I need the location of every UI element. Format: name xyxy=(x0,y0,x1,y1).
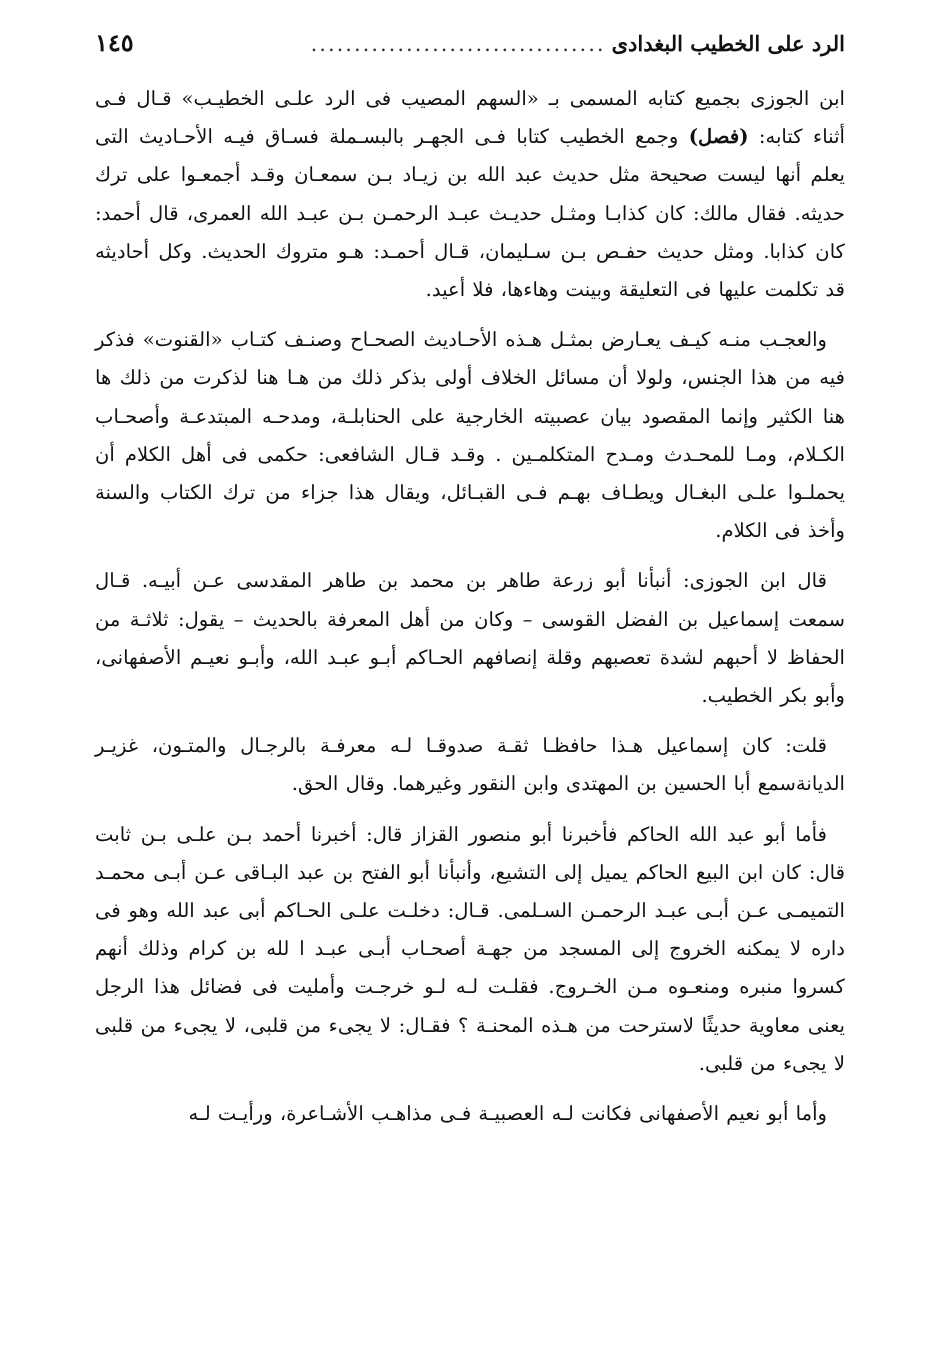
paragraph-3: قال ابن الجوزى: أنبأنا أبو زرعة طاهر بن محمد بن طاهر المقدسى عـن أبيـه. قـال سمعت إسماعيل بن الفضل القوسى – وكان من أهل المعرفة بالحديث – يقول: ثلاثـة من الحفاظ لا أحبهم لشدة تعصبهم وقلة إنصافهم الحـاكم أبـو عبـد الله، وأبـو نعيـم الأصفهانى، وأبو بكر الخطيب. xyxy=(95,569,845,708)
paragraph-1-rest: وجمع الخطيب كتابا فـى الجهـر بالبسـملة فسـاق فيـه الأحـاديث التى يعلم أنها ليست صحيحة مثل حديث عبد الله بن زيـاد بـن سمعـان وقـد أجمعـوا على ترك حديثه. فقال مالك: كان كذابـا ومثـل حديـث عبـد الرحمـن بـن عبـد الله العمرى، قال أحمد: كان كذابا. ومثل حديث حفـص بـن سـليمان، قـال أحمـد: هـو متروك الحديث. وكل أحاديثه قد تكلمت عليها فى التعليقة وبينت وهاءها، فلا أعيد. xyxy=(95,125,845,302)
paragraph-5: فأما أبو عبد الله الحاكم فأخبرنا أبو منصور القزاز قال: أخبرنا أحمد بـن علـى بـن ثابت قال: كان ابن البيع الحاكم يميل إلى التشيع، وأنبأنا أبو الفتح بن عبد البـاقى عـن أبـى محمـد التميمـى عـن أبـى عبـد الرحمـن السـلمى. قـال: دخلـت علـى الحـاكم أبى عبد الله وهو فى داره لا يمكنه الخروج إلى المسجد من جهـة أصحـاب أبـى عبـد ا لله بن كرام وذلك أنهم كسروا منبره ومنعـوه مـن الخـروج. فقلـت لـه لـو خرجـت وأمليت فى فضائل هذا الرجل يعنى معاوية حديثًا لاسترحت من هـذه المحنـة ؟ فقـال: لا يجىء من قلبى، لا يجىء من قلبى لا يجىء من قلبى. xyxy=(95,822,845,1075)
paragraph-1 xyxy=(95,80,845,309)
header-leader-dots: .................................. xyxy=(310,32,606,56)
paragraph-1-bold-term: (فصل) xyxy=(688,125,749,149)
page-number: ١٤٥ xyxy=(95,28,134,57)
running-title: الرد على الخطيب البغدادى xyxy=(611,31,845,56)
paragraph-4: قلت: كان إسماعيل هـذا حافظـا ثقـة صدوقـا لـه معرفـة بالرجـال والمتـون، غزيـر الديانةسمع أبا الحسين بن المهتدى وابن النقور وغيرهما. وقال الحق. xyxy=(95,734,845,796)
paragraph-1-lead: ابن الجوزى بجميع كتابه المسمى بـ «السهم المصيب فى الرد علـى الخطيـب» قـال فـى أثناء كتابه: xyxy=(95,87,845,149)
paragraph-6: وأما أبو نعيم الأصفهانى فكانت لـه العصبيـة فـى مذاهـب الأشـاعرة، ورأيـت لـه xyxy=(188,1102,827,1126)
paragraph-2: والعجـب منـه كيـف يعـارض بمثـل هـذه الأحـاديث الصحـاح وصنـف كتـاب «القنوت» فذكر فيه من هذا الجنس، ولولا أن مسائل الخلاف أولى بذكر ذلك من هـا هنا لذكرت من ذلك ها هنا الكثير وإنما المقصود بيان عصبيته الخارجية على الحنابلـة، ومدحـه المبتدعـة وأصحـاب الكـلام، ومـا للمحـدث ومـدح المتكلمـين . وقـد قـال الشافعى: حكمى فى أهل الكلام أن يحملـوا علـى البغـال ويطـاف بهـم فـى القبـائل، ويقال هذا جزاء من ترك الكتاب والسنة وأخذ فى الكلام. xyxy=(95,328,846,543)
document-page xyxy=(95,28,845,1145)
running-header xyxy=(95,28,845,80)
